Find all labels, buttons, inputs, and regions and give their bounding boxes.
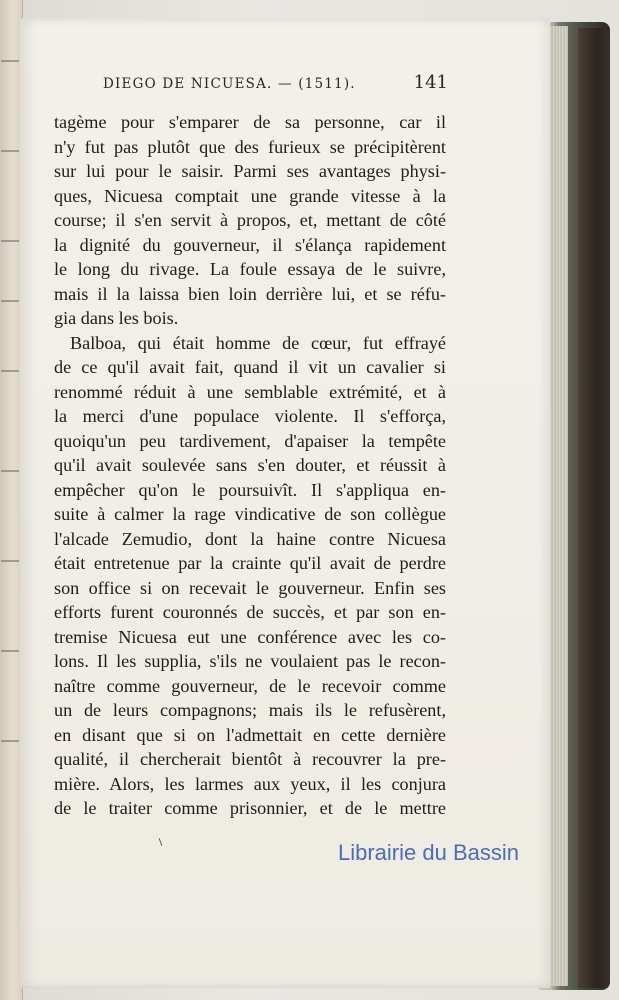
left-page-text-fragment — [1, 650, 19, 652]
text-line: ques, Nicuesa comptait une grande vitesse à la — [54, 185, 446, 206]
left-page-text-fragment — [1, 370, 19, 372]
page-number: 141 — [413, 72, 448, 93]
left-page-text-fragment — [1, 560, 19, 562]
text-line: était entretenue par la crainte qu'il avait de perdre — [54, 553, 446, 573]
text-line: renommé réduit à une semblable extrémité, et à — [54, 381, 446, 402]
text-line: course; il s'en servit à propos, et, mettant de côté — [54, 210, 446, 230]
left-page-text-fragment — [1, 470, 19, 472]
text-line: quoiqu'un peu tardivement, d'apaiser la tempête — [54, 430, 446, 451]
text-line: mière. Alors, les larmes aux yeux, il les conjura — [54, 773, 446, 794]
text-line: un de leurs compagnons; mais ils le refusèrent, — [54, 700, 446, 720]
text-line: n'y fut pas plutôt que des furieux se précipitèrent — [54, 136, 446, 157]
text-line: le long du rivage. La foule essaya de le suivre, — [54, 259, 446, 279]
text-line: l'alcade Zemudio, dont la haine contre Nicuesa — [54, 528, 446, 549]
text-line: son office si on recevait le gouverneur. Enfin ses — [54, 577, 446, 598]
watermark-text: Librairie du Bassin — [338, 840, 519, 865]
text-line: Balboa, qui était homme de cœur, fut effrayé — [70, 332, 446, 353]
left-page-text-fragment — [1, 240, 19, 242]
page-header — [103, 72, 448, 102]
text-line: lons. Il les supplia, s'ils ne voulaient pas le recon- — [54, 651, 446, 671]
text-line: tremise Nicuesa eut une conférence avec les co- — [54, 626, 446, 647]
left-page-text-fragment — [1, 300, 19, 302]
text-line: la dignité du gouverneur, il s'élança rapidement — [54, 234, 446, 255]
text-line: naître comme gouverneur, de le recevoir comme — [54, 675, 446, 696]
running-head: DIEGO DE NICUESA. — (1511). — [103, 76, 356, 92]
body-text — [54, 110, 446, 821]
text-line: empêcher qu'on le poursuivît. Il s'appliqua en- — [54, 479, 446, 500]
text-line: de ce qu'il avait fait, quand il vit un cavalier si — [54, 357, 446, 377]
text-line: de le traiter comme prisonnier, et de le mettre — [54, 798, 446, 818]
text-line: sur lui pour le saisir. Parmi ses avantages physi- — [54, 161, 446, 181]
book-cover-spine — [578, 28, 610, 988]
left-page-text-fragment — [1, 740, 19, 742]
left-page-text-fragment — [1, 150, 19, 152]
text-line: qualité, il chercherait bientôt à recouvrer la pre- — [54, 749, 446, 769]
text-line: en disant que si on l'admettait en cette dernière — [54, 724, 446, 745]
text-line: qu'il avait soulevée sans s'en douter, et réussit à — [54, 455, 446, 475]
text-line: suite à calmer la rage vindicative de son collègue — [54, 504, 446, 524]
text-line: efforts furent couronnés de succès, et par son en- — [54, 602, 446, 622]
text-line: la merci d'une populace violente. Il s'efforça, — [54, 406, 446, 426]
text-line: mais il la laissa bien loin derrière lui, et se réfu- — [54, 283, 446, 304]
left-page-text-fragment — [1, 60, 19, 62]
text-line: gia dans les bois. — [54, 308, 179, 328]
text-line: tagème pour s'emparer de sa personne, car il — [54, 112, 446, 132]
